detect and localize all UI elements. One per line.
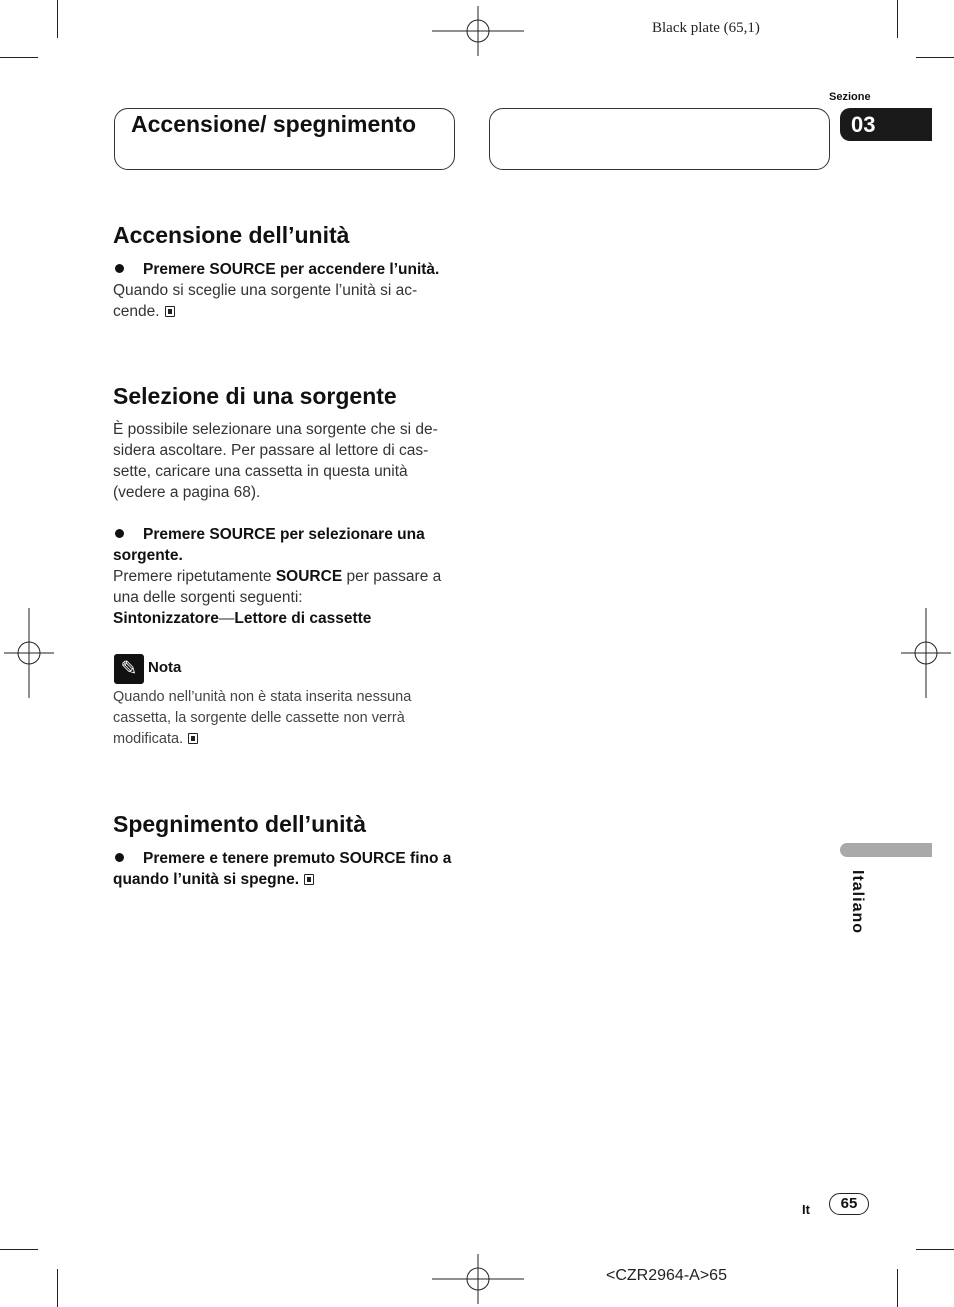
intro-text: È possibile selezionare una sorgente che si de- sidera ascoltare. Per passare al lettore di cas- sette, caricare una cassetta in questa unità (vedere a pagina 68). — [113, 421, 438, 501]
header-empty-box — [489, 108, 830, 170]
crop-mark — [916, 57, 954, 58]
registration-mark-icon — [901, 608, 951, 698]
bullet-icon — [115, 529, 124, 538]
section-number-tab: 03 — [840, 108, 932, 141]
crop-mark — [897, 0, 898, 38]
note-label: Nota — [148, 659, 182, 676]
section-heading-spegnimento: Spegnimento dell’unità — [113, 811, 367, 837]
crop-mark — [57, 0, 58, 38]
footer-language: It — [802, 1202, 810, 1217]
registration-mark-icon — [432, 1254, 524, 1304]
source-separator: — — [218, 610, 235, 627]
note-text-content: Quando nell’unità non è stata inserita nessuna cassetta, la sorgente delle cassette non verrà modificata. — [113, 689, 412, 747]
source-cassette: Lettore di cassette — [234, 610, 372, 627]
bullet-text: Premere SOURCE per accendere l’unità. — [143, 261, 440, 278]
end-of-section-icon — [304, 874, 314, 885]
body-text-bold: SOURCE — [275, 568, 343, 585]
note-text — [113, 687, 453, 750]
section-heading-accensione: Accensione dell’unità — [113, 222, 350, 248]
bullet-instruction — [113, 848, 458, 890]
source-tuner: Sintonizzatore — [113, 610, 219, 627]
page-number: 65 — [829, 1193, 869, 1215]
nota-pencil-icon: ✎ — [114, 654, 144, 684]
bullet-icon — [115, 264, 124, 273]
registration-mark-icon — [4, 608, 54, 698]
registration-mark-icon — [432, 6, 524, 56]
body-text — [113, 280, 443, 322]
crop-mark — [0, 57, 38, 58]
crop-mark — [916, 1249, 954, 1250]
page-title: Accensione/ spegnimento — [131, 111, 417, 137]
body-text — [113, 566, 458, 608]
plate-label: Black plate (65,1) — [652, 20, 760, 36]
section-label: Sezione — [829, 91, 871, 103]
section-heading-selezione: Selezione di una sorgente — [113, 383, 397, 409]
bullet-text: Premere e tenere premuto SOURCE fino a quando l’unità si spegne. — [113, 850, 452, 888]
end-of-section-icon — [188, 733, 198, 744]
crop-mark — [57, 1269, 58, 1307]
end-of-section-icon — [165, 306, 175, 317]
language-tab-bar — [840, 843, 932, 857]
source-sequence — [113, 608, 458, 629]
body-text-after: per passare a una delle sorgenti seguenti: — [113, 568, 442, 606]
bullet-text: Premere SOURCE per selezionare una sorgente. — [113, 526, 425, 564]
bullet-icon — [115, 853, 124, 862]
crop-mark — [897, 1269, 898, 1307]
document-code: <CZR2964-A>65 — [606, 1267, 727, 1284]
crop-mark — [0, 1249, 38, 1250]
body-text-content: Quando si sceglie una sorgente l’unità si ac- cende. — [113, 282, 418, 320]
bullet-instruction — [113, 524, 443, 566]
language-label: Italiano — [849, 870, 866, 935]
bullet-instruction — [113, 259, 458, 280]
body-text-before: Premere ripetutamente — [113, 568, 272, 585]
